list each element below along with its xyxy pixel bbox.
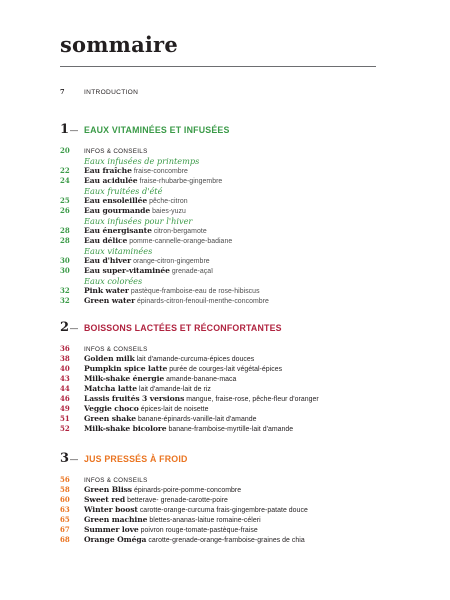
toc-info-entry[interactable] [60,146,390,156]
toc-recipe-entry[interactable] [60,384,390,394]
toc-recipe-entry[interactable] [60,266,390,276]
page-number: 32 [60,296,70,305]
page-number: 56 [60,475,70,484]
toc-recipe-entry[interactable] [60,236,390,246]
info-label: INFOS & CONSEILS [84,148,148,155]
section-jus-presses [60,451,390,545]
page-number: 43 [60,374,70,383]
intro-page-number: 7 [60,88,65,96]
toc-subheading: Eaux infusées pour l'hiver [84,216,193,226]
recipe-name: Sweet red [84,495,126,504]
toc-recipe-entry[interactable] [60,394,390,404]
page-number: 30 [60,266,70,275]
recipe-name: Milk-shake bicolore [84,424,167,433]
toc-subheading: Eaux colorées [84,276,143,286]
recipe-ingredients: pêche-citron [149,198,188,205]
section-title[interactable]: JUS PRESSÉS À FROID [84,454,188,464]
page-number: 51 [60,414,70,423]
toc-recipe-entry[interactable] [60,525,390,535]
section-number: 3 [60,451,70,466]
toc-recipe-entry[interactable] [60,404,390,414]
section-dash: — [70,455,78,464]
recipe-name: Eau d'hiver [84,256,132,265]
recipe-ingredients: poivron rouge-tomate-pastèque-fraise [140,527,258,534]
recipe-ingredients: orange-citron-gingembre [133,258,210,265]
page-number: 36 [60,344,70,353]
page-number: 65 [60,515,70,524]
recipe-name: Winter boost [84,505,138,514]
page-number: 68 [60,535,70,544]
page-number: 20 [60,146,70,155]
page-number: 52 [60,424,70,433]
recipe-ingredients: carotte-orange-curcuma frais-gingembre-patate douce [139,507,308,514]
toc-recipe-entry[interactable] [60,495,390,505]
section-dash: — [70,324,78,333]
recipe-ingredients: fraise-rhubarbe-gingembre [139,178,223,185]
recipe-name: Lassis fruités 3 versions [84,394,185,403]
section-header [60,122,390,140]
recipe-name: Summer love [84,525,139,534]
recipe-name: Orange Oméga [84,535,147,544]
page-title: sommaire [60,32,178,57]
recipe-name: Eau acidulée [84,176,138,185]
toc-recipe-entry[interactable] [60,166,390,176]
page-number: 38 [60,354,70,363]
toc-recipe-entry[interactable] [60,535,390,545]
recipe-name: Matcha latte [84,384,137,393]
toc-recipe-entry[interactable] [60,286,390,296]
recipe-ingredients: blettes-ananas-laitue romaine-céleri [149,517,261,524]
toc-recipe-entry[interactable] [60,364,390,374]
section-header [60,320,390,338]
recipe-name: Green water [84,296,136,305]
toc-recipe-entry[interactable] [60,485,390,495]
page-number: 32 [60,286,70,295]
recipe-name: Eau ensoleillée [84,196,148,205]
recipe-ingredients: lait d'amande-curcuma-épices douces [136,356,255,363]
recipe-name: Veggie choco [84,404,139,413]
recipe-ingredients: banane-épinards-vanille-lait d'amande [138,416,257,423]
section-header [60,451,390,469]
toc-subheading: Eaux fruitées d'été [84,186,163,196]
title-rule [60,66,376,67]
recipe-ingredients: mangue, fraise-rose, pêche-fleur d'oranger [186,396,319,403]
toc-intro-entry[interactable] [60,88,138,96]
page-number: 40 [60,364,70,373]
recipe-ingredients: citron-bergamote [153,228,207,235]
page-number: 26 [60,206,70,215]
recipe-ingredients: purée de courges-lait végétal-épices [169,366,283,373]
recipe-ingredients: fraise-concombre [133,168,188,175]
section-number: 2 [60,320,70,335]
page-number: 44 [60,384,70,393]
toc-recipe-entry[interactable] [60,424,390,434]
page-number: 28 [60,226,70,235]
recipe-name: Pink water [84,286,129,295]
recipe-name: Milk-shake énergie [84,374,165,383]
page-number: 46 [60,394,70,403]
recipe-ingredients: betterave- grenade-carotte-poire [127,497,228,504]
page-number: 60 [60,495,70,504]
recipe-name: Eau fraîche [84,166,132,175]
recipe-name: Pumpkin spice latte [84,364,168,373]
section-boissons-lactees [60,320,390,434]
recipe-name: Eau super-vitaminée [84,266,170,275]
section-title[interactable]: BOISSONS LACTÉES ET RÉCONFORTANTES [84,323,282,333]
page-number: 25 [60,196,70,205]
recipe-ingredients: pastèque-framboise-eau de rose-hibiscus [130,288,260,295]
recipe-name: Eau énergisante [84,226,152,235]
recipe-ingredients: épices-lait de noisette [140,406,209,413]
page-number: 22 [60,166,70,175]
recipe-name: Green Bliss [84,485,132,494]
info-label: INFOS & CONSEILS [84,477,148,484]
page-number: 30 [60,256,70,265]
toc-subheading: Eaux vitaminées [84,246,153,256]
toc-recipe-entry[interactable] [60,374,390,384]
recipe-name: Green shake [84,414,137,423]
toc-recipe-entry[interactable] [60,256,390,266]
page-number: 49 [60,404,70,413]
recipe-name: Golden milk [84,354,135,363]
intro-label: INTRODUCTION [84,89,139,96]
section-dash: — [70,126,78,135]
toc-recipe-entry[interactable] [60,505,390,515]
recipe-name: Eau délice [84,236,128,245]
section-eaux-vitaminees [60,122,390,306]
toc-recipe-entry[interactable] [60,414,390,424]
recipe-ingredients: banane-framboise-myrtille-lait d'amande [168,426,294,433]
toc-info-entry[interactable] [60,344,390,354]
toc-recipe-entry[interactable] [60,515,390,525]
recipe-ingredients: pomme-cannelle-orange-badiane [129,238,233,245]
toc-recipe-entry[interactable] [60,226,390,236]
page-number: 24 [60,176,70,185]
recipe-ingredients: amande-banane-maca [166,376,237,383]
recipe-name: Green machine [84,515,148,524]
page-number: 63 [60,505,70,514]
recipe-name: Eau gourmande [84,206,151,215]
section-title[interactable]: EAUX VITAMINÉES ET INFUSÉES [84,125,230,135]
toc-info-entry[interactable] [60,475,390,485]
toc-recipe-entry[interactable] [60,354,390,364]
toc-recipe-entry[interactable] [60,296,390,306]
recipe-ingredients: baies-yuzu [152,208,186,215]
recipe-ingredients: grenade-açaï [171,268,214,275]
recipe-ingredients: carotte-grenade-orange-framboise-graines de chia [148,537,305,544]
recipe-ingredients: lait d'amande-lait de riz [139,386,211,393]
section-number: 1 [60,122,70,137]
page-number: 58 [60,485,70,494]
page-number: 28 [60,236,70,245]
toc-recipe-entry[interactable] [60,176,390,186]
recipe-ingredients: épinards-citron-fenouil-menthe-concombre [137,298,269,305]
toc-recipe-entry[interactable] [60,206,390,216]
toc-subheading: Eaux infusées de printemps [84,156,200,166]
page-number: 67 [60,525,70,534]
toc-recipe-entry[interactable] [60,196,390,206]
recipe-ingredients: épinards-poire-pomme-concombre [133,487,242,494]
info-label: INFOS & CONSEILS [84,346,148,353]
